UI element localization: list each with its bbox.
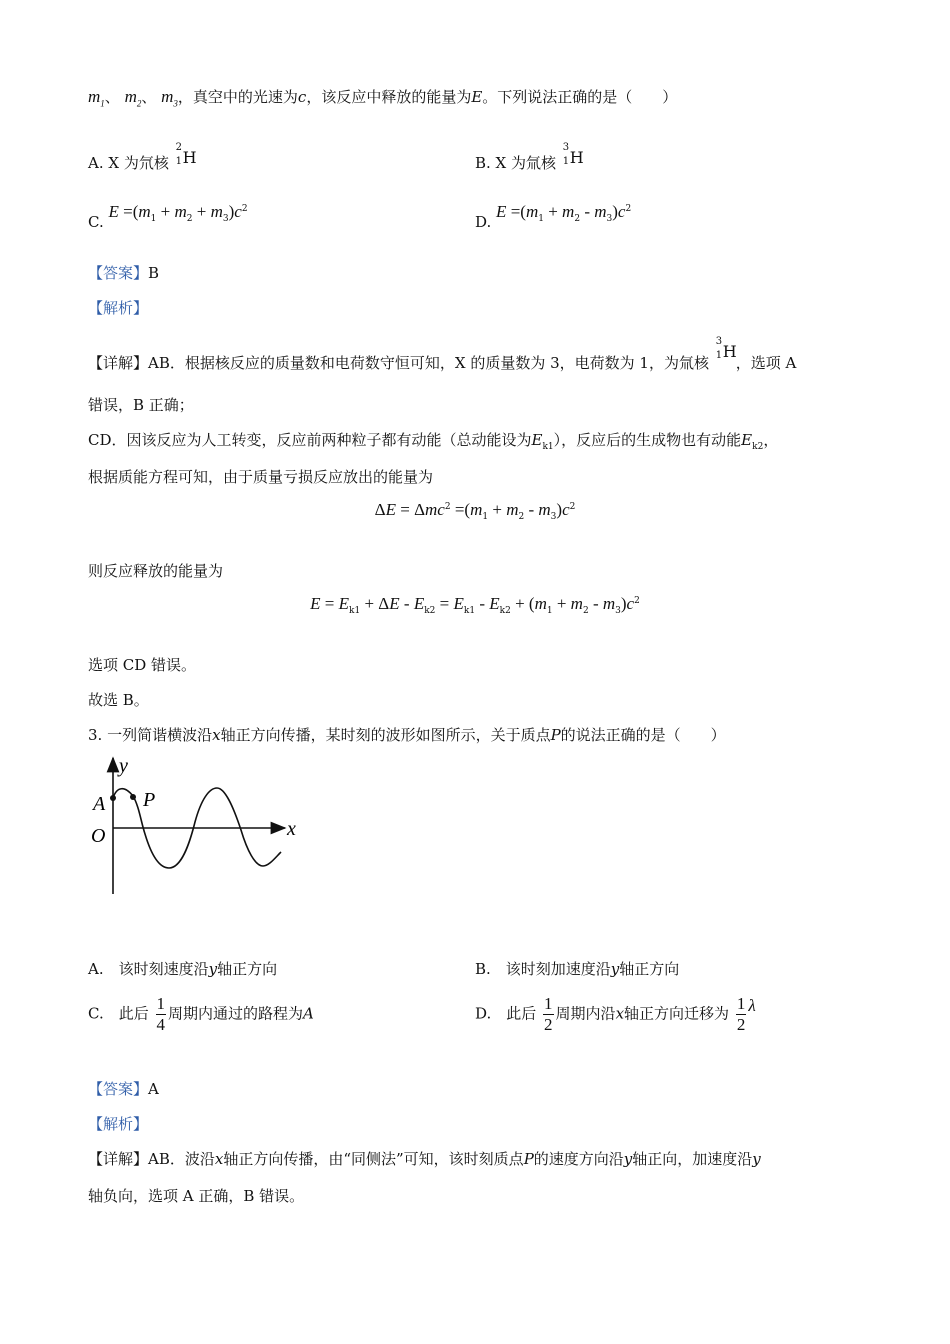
- q2-detail-6: 选项 CD 错误。: [88, 656, 197, 674]
- q3-stem: 3. 一列简谐横波沿x轴正方向传播，某时刻的波形如图所示，关于质点P的说法正确的是（ ）: [88, 726, 726, 744]
- formula-mass-defect: $\Delta E = \Delta mc^2 =(m_1 + m_2 - m_3)c^2$: [374, 500, 576, 522]
- y-axis-label: y: [119, 755, 128, 777]
- q2-detail-1: 【详解】AB．根据核反应的质量数和电荷数守恒可知，X 的质量数为 3，电荷数为 1，为氚核 3 1 H ，选项 A: [88, 336, 797, 372]
- x-axis-label: x: [287, 818, 296, 840]
- fraction-half-lambda: $\frac{1}{2}$: [736, 994, 746, 1034]
- q2-analysis-tag: 【解析】: [88, 299, 149, 317]
- q2-detail-5: 则反应释放的能量为: [88, 562, 224, 580]
- q3-option-d: D. 此后 $\frac{1}{2}$ 周期内沿x轴正方向迁移为 $\frac{1}{2}$ λ: [475, 994, 756, 1034]
- fraction-quarter: $\frac{1}{4}$: [156, 994, 165, 1034]
- q2-detail-7: 故选 B。: [88, 691, 149, 709]
- q2-detail-2: 错误，B 正确；: [88, 396, 194, 414]
- q3-analysis-tag: 【解析】: [88, 1115, 149, 1133]
- q3-option-a: A. 该时刻速度沿y轴正方向: [88, 960, 278, 978]
- q2-detail-3: CD．因该反应为人工转变，反应前两种粒子都有动能（总动能设为$E_{k1}$），反应后的生成物也有动能$E_{k2}$，: [88, 431, 779, 452]
- fraction-half: $\frac{1}{2}$: [544, 994, 553, 1034]
- mass-m3: $m_3$: [161, 87, 178, 109]
- q2-stem: $m_1$、 $m_2$、 $m_3$，真空中的光速为c，该反应中释放的能量为E。下列说法正确的是（ ）: [88, 87, 678, 109]
- formula-energy-release: $E = E_{k1} + \Delta E - E_{k2} = E_{k1} - E_{k2} + (m_1 + m_2 - m_3)c^2$: [310, 594, 640, 616]
- origin-label: O: [91, 825, 106, 847]
- q3-detail-2: 轴负向，选项 A 正确，B 错误。: [88, 1187, 305, 1205]
- q2-option-d: D. $E =(m_1 + m_2 - m_3)c^2$: [475, 202, 632, 231]
- q3-detail-1: 【详解】AB．波沿x轴正方向传播，由“同侧法”可知，该时刻质点P的速度方向沿y轴正向，加速度沿y: [88, 1150, 761, 1168]
- point-a-dot: [110, 795, 116, 801]
- q2-option-a: A. X 为氘核 2 1 H: [88, 142, 197, 172]
- point-p-dot: [130, 794, 136, 800]
- mass-m1: $m_1$: [88, 87, 105, 109]
- mass-m2: $m_2$: [124, 87, 142, 109]
- wave-graph: [85, 750, 315, 900]
- q3-answer: 【答案】A: [88, 1080, 159, 1098]
- point-p-label: P: [143, 789, 156, 811]
- q3-option-c: C. 此后 $\frac{1}{4}$ 周期内通过的路程为A: [88, 994, 314, 1034]
- q2-option-b: B. X 为氚核 3 1 H: [475, 142, 584, 172]
- q3-option-b: B. 该时刻加速度沿y轴正方向: [475, 960, 680, 978]
- q2-option-c: C. $E =(m_1 + m_2 + m_3)c^2$: [88, 202, 248, 231]
- nuclide-tritium: 3 1 H: [562, 142, 584, 167]
- nuclide-tritium-inline: 3 1 H: [715, 336, 737, 361]
- point-a-label: A: [93, 793, 106, 815]
- nuclide-deuterium: 2 1 H: [175, 142, 197, 167]
- q2-answer: 【答案】B: [88, 264, 160, 282]
- formula-c: E: [108, 202, 119, 221]
- formula-d: E: [496, 202, 507, 221]
- q2-detail-4: 根据质能方程可知，由于质量亏损反应放出的能量为: [88, 468, 434, 486]
